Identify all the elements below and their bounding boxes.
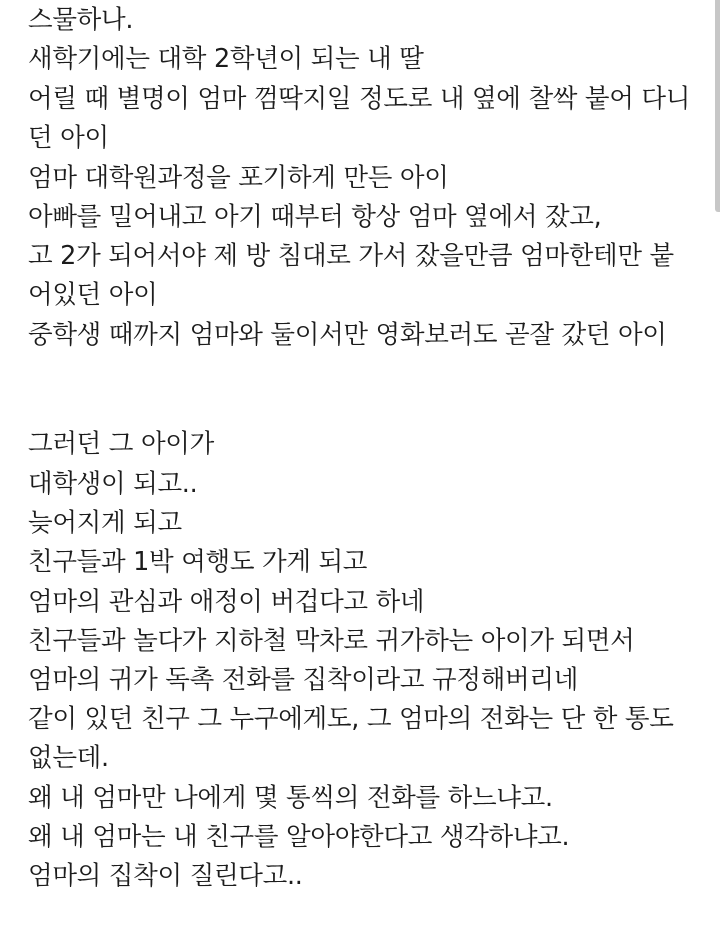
text-line: 같이 있던 친구 그 누구에게도, 그 엄마의 전화는 단 한 통도	[28, 704, 674, 734]
text-line: 그러던 그 아이가	[28, 429, 214, 459]
text-line: 새학기에는 대학 2학년이 되는 내 딸	[28, 44, 424, 74]
text-line: 엄마의 관심과 애정이 버겁다고 하네	[28, 587, 425, 617]
text-line: 친구들과 놀다가 지하철 막차로 귀가하는 아이가 되면서	[28, 626, 635, 656]
text-line: 어릴 때 별명이 엄마 껌딱지일 정도로 내 옆에 찰싹 붙어 다니	[28, 84, 691, 114]
text-line: 친구들과 1박 여행도 가게 되고	[28, 547, 368, 577]
text-line: 늦어지게 되고	[28, 508, 182, 538]
scrollbar[interactable]	[715, 0, 720, 212]
text-line: 대학생이 되고..	[28, 469, 198, 499]
text-line: 던 아이	[28, 123, 109, 153]
text-line: 엄마의 귀가 독촉 전화를 집착이라고 규정해버리네	[28, 665, 579, 695]
text-line: 아빠를 밀어내고 아기 때부터 항상 엄마 옆에서 잤고,	[28, 202, 602, 232]
text-line: 왜 내 엄마는 내 친구를 알아야한다고 생각하냐고.	[28, 822, 570, 852]
text-line: 왜 내 엄마만 나에게 몇 통씩의 전화를 하느냐고.	[28, 783, 553, 813]
text-line: 엄마 대학원과정을 포기하게 만든 아이	[28, 163, 449, 193]
text-line: 없는데.	[28, 743, 109, 773]
text-line: 어있던 아이	[28, 280, 158, 310]
text-line: 고 2가 되어서야 제 방 침대로 가서 잤을만큼 엄마한테만 붙	[28, 241, 674, 271]
text-line: 엄마의 집착이 질린다고..	[28, 861, 303, 891]
text-line: 중학생 때까지 엄마와 둘이서만 영화보러도 곧잘 갔던 아이	[28, 320, 667, 350]
text-line: 스물하나.	[28, 5, 134, 35]
